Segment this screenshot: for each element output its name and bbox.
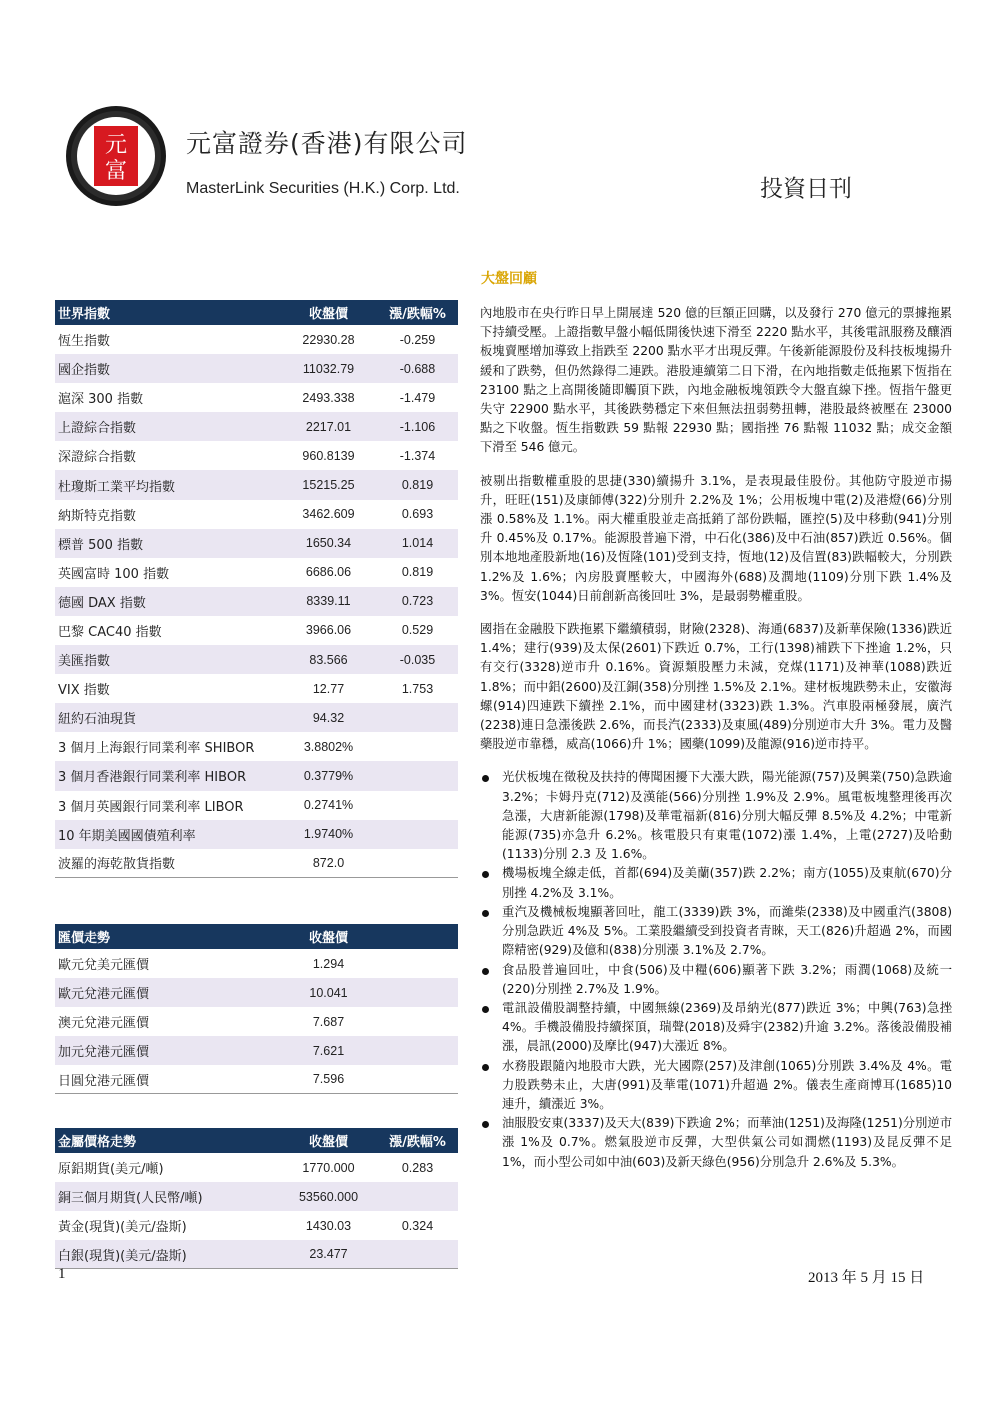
section-title-market-review: 大盤回顧 — [481, 271, 537, 287]
row-close: 960.8139 — [302, 448, 355, 463]
row-name: 德國 DAX 指數 — [58, 595, 146, 611]
table-row — [55, 383, 458, 412]
page-number: 1 — [58, 1266, 66, 1282]
table-row — [55, 703, 458, 732]
row-name: 日圓兌港元匯價 — [58, 1073, 150, 1089]
table-row — [55, 1153, 458, 1182]
table-row — [55, 1007, 458, 1036]
bullet-text: 油服股安東(3337)及天大(839)下跌逾 2%；而華油(1251)及海隆(1251)分別逆市漲 1%及 0.7%。燃氣股逆市反彈，大型供氣公司如潤燃(1193)及昆反彈不足 1%，而小型公司如中油(603)及新天綠色(956)分別急升 2.6%及 5.3%。 — [502, 1116, 952, 1169]
row-name: 波羅的海乾散貨指數 — [58, 857, 176, 873]
table-row — [55, 441, 458, 470]
row-close: 1650.34 — [305, 536, 352, 551]
row-close: 3966.06 — [305, 623, 352, 638]
row-name: 國企指數 — [58, 363, 111, 379]
table-row — [55, 587, 458, 616]
bullet-item — [480, 961, 952, 999]
bullet-icon — [482, 910, 489, 917]
row-change: 1.014 — [401, 536, 434, 551]
row-name: 原鋁期貨(美元/噸) — [58, 1162, 164, 1178]
row-name: 杜瓊斯工業平均指數 — [58, 479, 176, 495]
header-name: 金屬價格走勢 — [58, 1135, 137, 1150]
row-change: 0.819 — [401, 565, 434, 580]
bullet-icon — [482, 1006, 489, 1013]
row-change: 0.819 — [401, 478, 434, 493]
market-review-body — [480, 304, 952, 1172]
row-name: 標普 500 指數 — [58, 537, 144, 553]
metals-table — [55, 1128, 458, 1269]
row-close: 872.0 — [312, 855, 345, 870]
header-close: 收盤價 — [308, 307, 348, 322]
row-name: 恆生指數 — [58, 334, 111, 350]
row-change: -0.035 — [399, 652, 436, 667]
row-name: 巴黎 CAC40 指數 — [58, 624, 162, 640]
report-title: 投資日刊 — [760, 176, 852, 202]
row-close: 1430.03 — [305, 1218, 352, 1233]
row-change: -1.374 — [399, 448, 436, 463]
bullet-item — [480, 903, 952, 961]
row-close: 1.294 — [312, 956, 345, 971]
header-change: 漲/跌幅% — [389, 1135, 446, 1150]
row-close: 6686.06 — [305, 565, 352, 580]
table-row — [55, 949, 458, 978]
bullet-text: 電訊設備股調整持續，中國無線(2369)及昂納光(877)跌近 3%；中興(763)急挫 4%。手機設備股持續探頂，瑞聲(2018)及舜宇(2382)升逾 3.2%。落後設備股補漲，晨訊(2000)及摩比(947)大漲近 8%。 — [502, 1000, 952, 1054]
table-row — [55, 412, 458, 441]
row-name: 深證綜合指數 — [58, 450, 137, 466]
bullet-item — [480, 1057, 952, 1115]
row-close: 83.566 — [309, 652, 348, 667]
bullet-icon — [482, 871, 489, 878]
fx-table — [55, 924, 458, 1094]
header-close: 收盤價 — [308, 931, 348, 946]
row-close: 2493.338 — [302, 390, 355, 405]
row-close: 94.32 — [312, 710, 345, 725]
table-row — [55, 558, 458, 587]
row-close: 7.687 — [312, 1014, 345, 1029]
bullet-item — [480, 864, 952, 902]
header-name: 匯價走勢 — [58, 931, 111, 946]
row-name: 歐元兌美元匯價 — [58, 958, 150, 974]
bullet-text: 光伏板塊在徵稅及扶持的傳聞困擾下大漲大跌，陽光能源(757)及興業(750)急跌逾 3.2%；卡姆丹克(712)及漢能(566)分別挫 1.9%及 2.9%。風電板塊整理後再次急漲，大唐新能源(1798)及華電福新(816)分別大幅反彈 8.5%及 4.2%；中電新能源(735)亦急升 6.2%。核電股只有東電(1072)漲 1.4%，上電(2727)及哈動(1133)分別 2.3 及 1.6%。 — [502, 770, 952, 862]
row-name: 加元兌港元匯價 — [58, 1045, 150, 1061]
sector-bullet-list — [480, 768, 952, 1171]
table-row — [55, 325, 458, 354]
review-paragraph: 被剔出指數權重股的思捷(330)續揚升 3.1%，是表現最佳股份。其他防守股逆市揚升，旺旺(151)及康師傅(322)分別升 2.2%及 1%；公用板塊中電(2)及港燈(66)分別漲 0.58%及 1.1%。兩大權重股並走高抵銷了部份跌幅，匯控(5)及中移動(941)分別升 0.45%及 0.17%。能源股普遍下滑，中石化(386)及中石油(857)跌近 0.56%。個別本地地產股新地(16)及恆隆(101)受到支持，恆地(12)及信置(83)跌幅較大，分別跌 1.2%及 1.6%；內房股賣壓較大，中國海外(688)及潤地(1109)分別下跌 1.4%及 3%。恆安(1044)日前創新高後回吐 3%，是最弱勢權重股。 — [480, 473, 952, 603]
table-header — [55, 1128, 458, 1153]
header-change: 漲/跌幅% — [389, 307, 446, 322]
bullet-item — [480, 768, 952, 864]
row-close: 0.2741% — [303, 798, 354, 813]
row-name: 歐元兌港元匯價 — [58, 987, 150, 1003]
row-name: 上證綜合指數 — [58, 421, 137, 437]
table-row — [55, 1211, 458, 1240]
table-row — [55, 1182, 458, 1211]
row-close: 22930.28 — [302, 332, 355, 347]
row-name: 3 個月上海銀行同業利率 SHIBOR — [58, 741, 255, 757]
row-close: 3.8802% — [303, 739, 354, 754]
table-row — [55, 354, 458, 383]
row-name: 白銀(現貨)(美元/盎斯) — [58, 1248, 187, 1264]
row-change: -1.106 — [399, 419, 436, 434]
row-close: 53560.000 — [298, 1189, 359, 1204]
row-name: 紐約石油現貨 — [58, 712, 137, 728]
row-close: 12.77 — [312, 681, 345, 696]
table-row — [55, 978, 458, 1007]
row-name: 銅三個月期貨(人民幣/噸) — [58, 1191, 203, 1207]
header-name: 世界指數 — [58, 307, 111, 322]
row-close: 11032.79 — [302, 361, 355, 376]
row-name: VIX 指數 — [58, 683, 110, 699]
row-change: -0.259 — [399, 332, 436, 347]
bullet-item — [480, 1114, 952, 1172]
table-header — [55, 300, 458, 325]
report-date: 2013 年 5 月 15 日 — [808, 1270, 925, 1286]
company-logo — [62, 104, 170, 208]
row-change: -0.688 — [399, 361, 436, 376]
row-close: 23.477 — [309, 1247, 348, 1262]
bullet-text: 機場板塊全線走低，首都(694)及美蘭(357)跌 2.2%；南方(1055)及東航(670)分別挫 4.2%及 3.1%。 — [502, 866, 952, 900]
row-close: 7.596 — [312, 1072, 345, 1087]
row-name: 3 個月英國銀行同業利率 LIBOR — [58, 799, 244, 815]
row-name: 10 年期美國國債殖利率 — [58, 828, 196, 844]
company-name-english: MasterLink Securities (H.K.) Corp. Ltd. — [186, 180, 460, 197]
world-indices-table — [55, 300, 458, 878]
bullet-text: 重汽及機械板塊顯著回吐，龍工(3339)跌 3%，而濰柴(2338)及中國重汽(3808)分別急跌近 4%及 5%。工業股繼續受到投資者青睞，天工(826)升超過 2%，而國際精密(929)及億和(838)分別漲 3.1%及 2.7%。 — [502, 904, 952, 958]
row-change: -1.479 — [399, 390, 436, 405]
table-row — [55, 1240, 458, 1269]
company-name-chinese: 元富證券(香港)有限公司 — [186, 129, 468, 158]
review-paragraph: 國指在金融股下跌拖累下繼續積弱，財險(2328)、海通(6837)及新華保險(1336)跌近 1.4%；建行(939)及太保(2601)下跌近 0.7%，工行(1398)補跌下下挫逾 1.2%，只有交行(3328)逆市升 0.16%。資源類股壓力未減，兗煤(1171)及神華(1088)跌近 1.8%；而中鋁(2600)及江銅(358)分別挫 1.5%及 2.1%。建材板塊跌勢未止，安徽海螺(914)四連跌下續挫 2.1%，而中國建材(3323)跌 1.3%。汽車股兩極發展，廣汽(2238)連日急漲後跌 2.6%，而長汽(2333)及東風(489)分別逆市大升 3%。電力及醫藥股逆市靠穩，威高(1066)升 1%；國藥(1099)及龍源(916)逆市持平。 — [480, 622, 952, 752]
row-close: 8339.11 — [306, 594, 351, 609]
row-change: 0.324 — [401, 1218, 434, 1233]
row-name: 黃金(現貨)(美元/盎斯) — [58, 1220, 187, 1236]
bullet-text: 食品股普遍回吐，中食(506)及中糧(606)顯著下跌 3.2%；雨潤(1068)及統一(220)分別挫 2.7%及 1.9%。 — [502, 962, 952, 996]
table-row — [55, 529, 458, 558]
bullet-icon — [482, 1121, 489, 1128]
bullet-item — [480, 999, 952, 1057]
svg-text:富: 富 — [104, 159, 128, 184]
row-close: 1770.000 — [302, 1160, 355, 1175]
row-change: 0.723 — [401, 594, 434, 609]
bullet-icon — [482, 968, 489, 975]
row-close: 7.621 — [312, 1043, 345, 1058]
row-name: 滬深 300 指數 — [58, 392, 144, 408]
table-row — [55, 761, 458, 790]
table-row — [55, 1065, 458, 1094]
table-row — [55, 674, 458, 703]
row-change: 0.529 — [401, 623, 434, 638]
table-row — [55, 732, 458, 761]
table-row — [55, 791, 458, 820]
table-row — [55, 500, 458, 529]
bullet-text: 水務股跟隨內地股市大跌，光大國際(257)及津創(1065)分別跌 3.4%及 4%。電力股跌勢未止，大唐(991)及華電(1071)升超過 2%。儀表生產商博耳(1685)10 連升，續漲近 3%。 — [502, 1058, 952, 1111]
row-close: 1.9740% — [303, 827, 354, 842]
table-row — [55, 616, 458, 645]
table-header — [55, 924, 458, 949]
table-row — [55, 470, 458, 499]
table-row — [55, 1036, 458, 1065]
row-close: 3462.609 — [302, 507, 355, 522]
bullet-icon — [482, 1064, 489, 1071]
table-row — [55, 820, 458, 849]
table-row — [55, 849, 458, 878]
row-name: 英國富時 100 指數 — [58, 566, 170, 582]
header-close: 收盤價 — [308, 1135, 348, 1150]
row-name: 澳元兌港元匯價 — [58, 1016, 150, 1032]
row-name: 3 個月香港銀行同業利率 HIBOR — [58, 770, 247, 786]
review-paragraph: 內地股市在央行昨日早上開展達 520 億的巨額正回購，以及發行 270 億元的票據拖累下持續受壓。上證指數早盤小幅低開後快速下滑至 2220 點水平，其後電訊服務及釀酒板塊賣壓增加導致上指跌至 2200 點水平才出現反彈。午後新能源股份及科技板塊揚升緩和了跌勢，但仍然錄得二連跌。港股連續第二日下滑，在內地指數走低拖累下恆指在 23100 點之上高開後隨即觸頂下跌，內地金融板塊領跌令大盤直線下挫。恆指午盤更失守 22900 點水平，其後跌勢穩定下來但無法扭弱勢扭轉，港股最終被壓在 23000 點之下收盤。恆生指數跌 59 點報 22930 點；國指挫 76 點報 11032 點；成交金額下滑至 546 億元。 — [480, 306, 952, 455]
svg-text:元: 元 — [104, 133, 128, 158]
table-row — [55, 645, 458, 674]
row-close: 15215.25 — [302, 478, 355, 493]
row-close: 2217.01 — [305, 419, 352, 434]
row-change: 0.283 — [401, 1160, 434, 1175]
row-name: 美匯指數 — [58, 654, 111, 670]
row-change: 1.753 — [401, 681, 434, 696]
bullet-icon — [482, 775, 489, 782]
row-close: 10.041 — [309, 985, 348, 1000]
row-close: 0.3779% — [303, 768, 354, 783]
row-change: 0.693 — [401, 507, 434, 522]
row-name: 納斯特克指數 — [58, 508, 137, 524]
